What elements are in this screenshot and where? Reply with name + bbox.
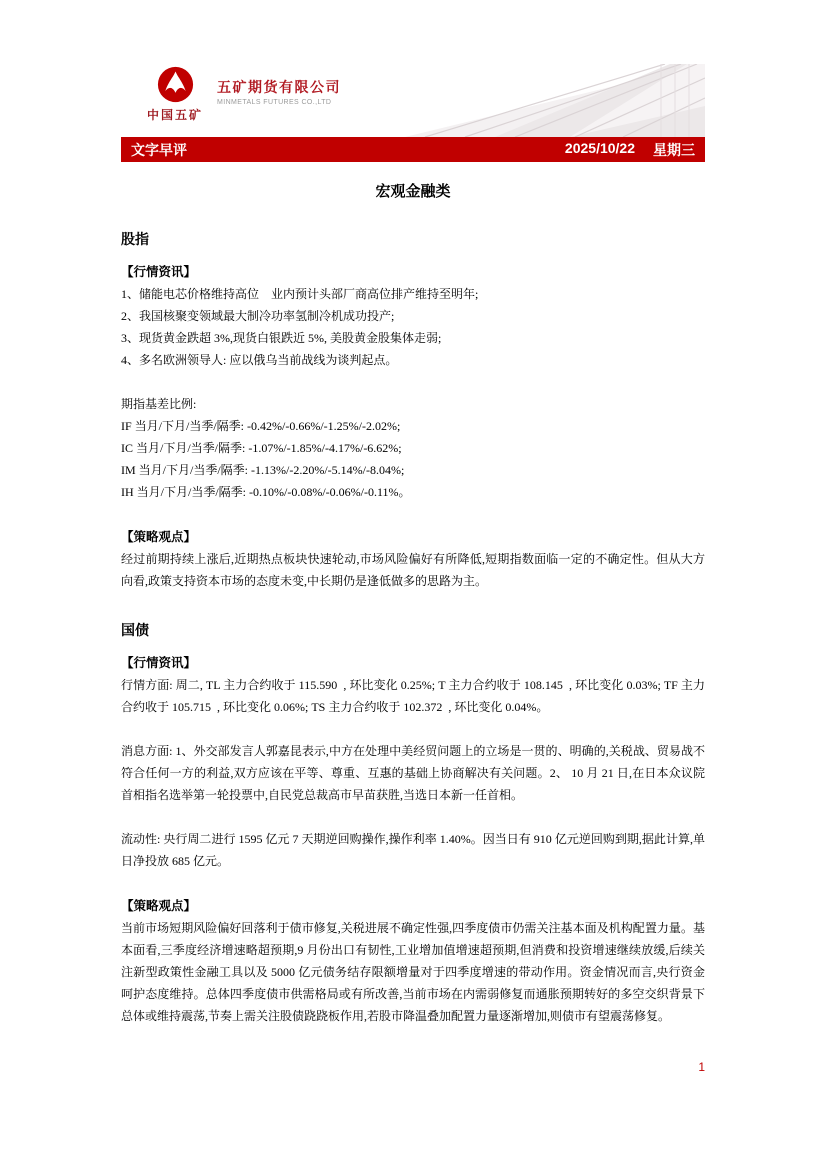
company-name-en: MINMETALS FUTURES CO.,LTD — [217, 99, 332, 106]
document-page — [121, 64, 705, 1027]
bonds-quotes-paragraph: 行情方面: 周二, TL 主力合约收于 115.590 , 环比变化 0.25%; T 主力合约收于 108.145 , 环比变化 0.03%; TF 主力合约收于 105.715 , 环比变化 0.06%; TS 主力合约收于 102.372 , 环比变化 0.04%。 — [121, 678, 705, 714]
minmetals-logo — [141, 66, 341, 123]
market-info-label: 【行情资讯】 — [121, 265, 197, 279]
basis-title: 期指基差比例: — [121, 397, 197, 411]
logo-text-cn: 中国五矿 — [146, 108, 203, 122]
company-name-block — [217, 66, 341, 106]
section-heading-stock-index: 股指 — [121, 231, 149, 247]
strategy-label: 【策略观点】 — [121, 530, 197, 544]
logo-block — [141, 66, 209, 123]
strategy-text: 当前市场短期风险偏好回落利于债市修复,关税进展不确定性强,四季度债市仍需关注基本面及机构配置力量。基本面看,三季度经济增速略超预期,9 月份出口有韧性,工业增加值增速超预期,但消费和投资增速继续放缓,后续关注新型政策性金融工具以及 5000 亿元债务结存限额增量对于四季度增速的带动作用。资金情况而言,央行资金呵护态度维持。总体四季度债市供需格局或有所改善,当前市场在内需弱修复而通胀预期转好的多空交织背景下总体或维持震荡,节奏上需关注股债跷跷板作用,若股市降温叠加配置力量逐渐增加,则债市有望震荡修复。 — [121, 921, 705, 1023]
news-item: 2、我国核聚变领域最大制冷功率氢制冷机成功投产; — [121, 309, 395, 323]
basis-line: IH 当月/下月/当季/隔季: -0.10%/-0.08%/-0.06%/-0.11%。 — [121, 485, 411, 499]
section-bonds — [121, 620, 705, 1027]
bonds-liquidity-paragraph: 流动性: 央行周二进行 1595 亿元 7 天期逆回购操作,操作利率 1.40%。因当日有 910 亿元逆回购到期,据此计算,单日净投放 685 亿元。 — [121, 832, 705, 868]
letterhead — [121, 64, 705, 137]
report-title: 文字早评 — [131, 141, 187, 158]
bonds-news-paragraph: 消息方面: 1、外交部发言人郭嘉昆表示,中方在处理中美经贸问题上的立场是一贯的、明确的,关税战、贸易战不符合任何一方的利益,双方应该在平等、尊重、互惠的基础上协商解决有关问题。2、 10 月 21 日,在日本众议院首相指名选举第一轮投票中,自民党总裁高市早苗获胜,当选日本新一任首相。 — [121, 744, 705, 802]
title-banner — [121, 137, 705, 162]
news-item: 1、储能电芯价格维持高位 业内预计头部厂商高位排产维持至明年; — [121, 287, 479, 301]
basis-line: IC 当月/下月/当季/隔季: -1.07%/-1.85%/-4.17%/-6.62%; — [121, 441, 402, 455]
news-item: 4、多名欧洲领导人: 应以俄乌当前战线为谈判起点。 — [121, 353, 398, 367]
report-date: 2025/10/22 — [564, 139, 635, 156]
page-number: 1 — [698, 1060, 705, 1074]
basis-line: IM 当月/下月/当季/隔季: -1.13%/-2.20%/-5.14%/-8.04%; — [121, 463, 405, 477]
section-stock-index — [121, 229, 705, 592]
strategy-label: 【策略观点】 — [121, 899, 197, 913]
market-info-label: 【行情资讯】 — [121, 656, 197, 670]
banner-date-block — [565, 140, 695, 160]
building-artwork — [365, 64, 705, 137]
strategy-text: 经过前期持续上涨后,近期热点板块快速轮动,市场风险偏好有所降低,短期指数面临一定的不确定性。但从大方向看,政策支持资本市场的态度未变,中长期仍是逢低做多的思路为主。 — [121, 552, 705, 588]
basis-line: IF 当月/下月/当季/隔季: -0.42%/-0.66%/-1.25%/-2.02%; — [121, 419, 401, 433]
news-item: 3、现货黄金跌超 3%,现货白银跌近 5%, 美股黄金股集体走弱; — [121, 331, 442, 345]
category-title: 宏观金融类 — [375, 183, 451, 200]
company-name-cn: 五矿期货有限公司 — [217, 79, 341, 95]
report-weekday: 星期三 — [653, 141, 695, 158]
minmetals-emblem-icon — [157, 66, 194, 103]
section-heading-bonds: 国债 — [121, 622, 149, 638]
